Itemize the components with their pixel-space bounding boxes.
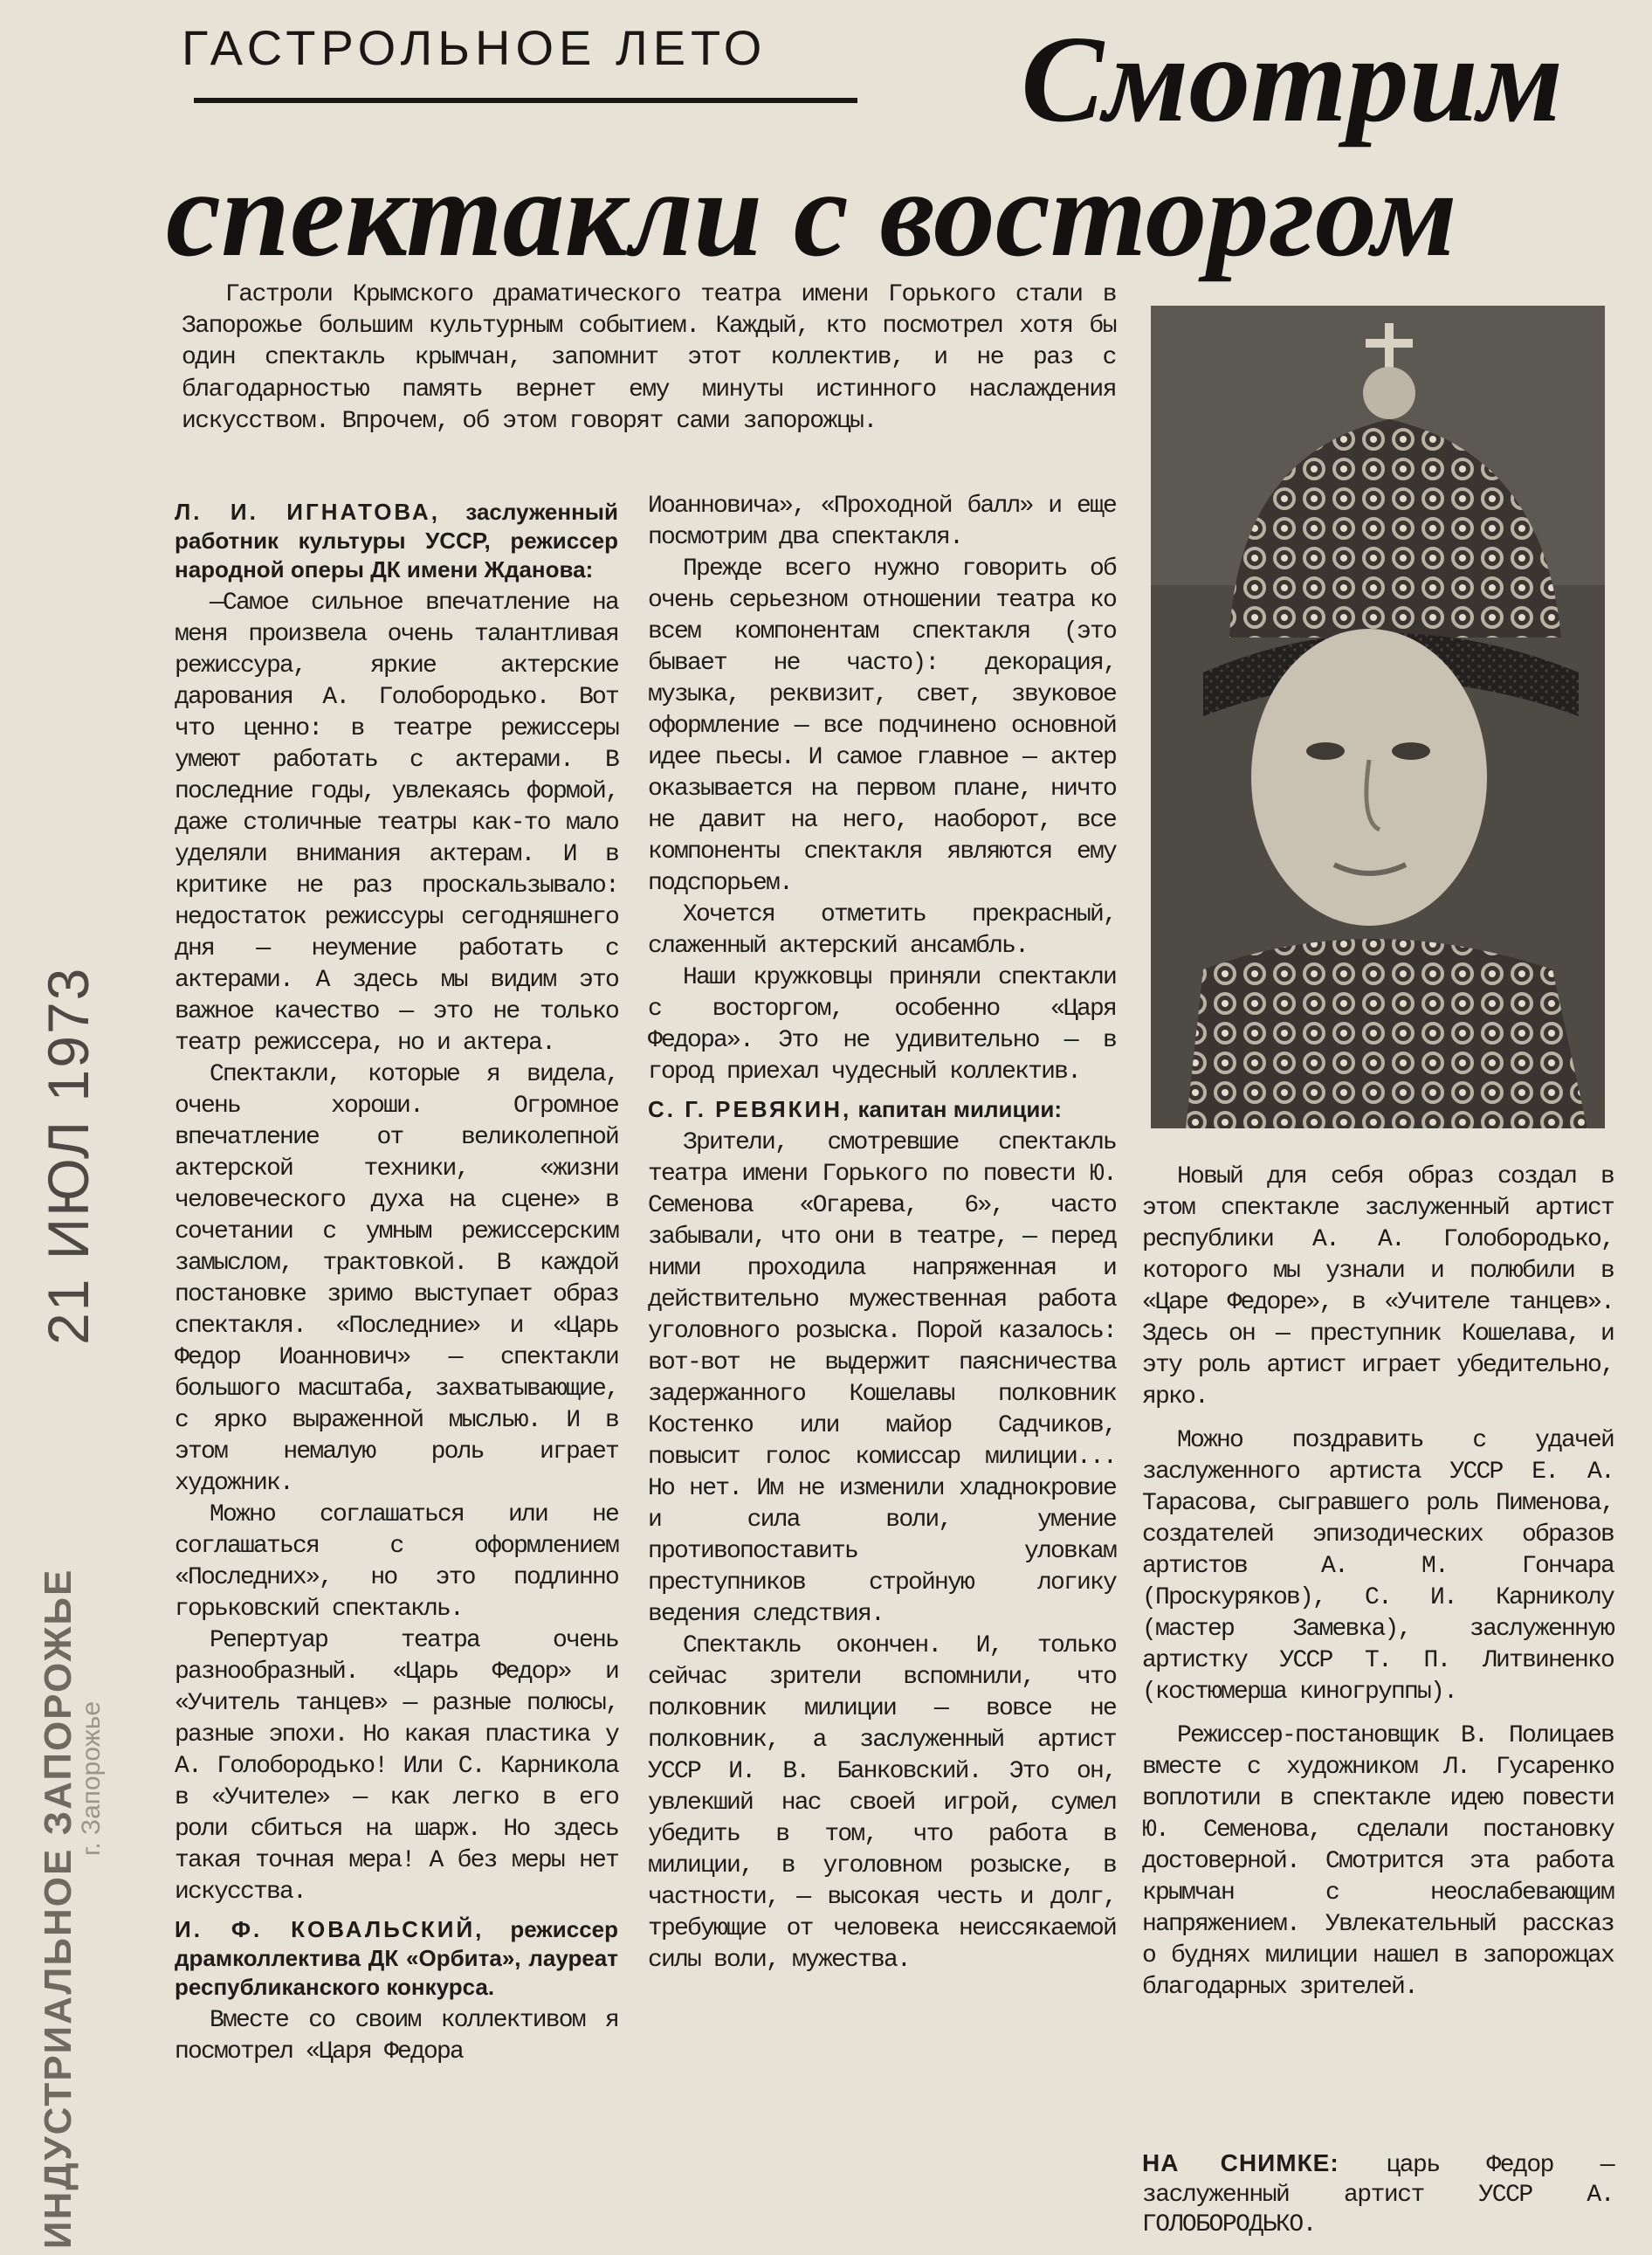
col2-paragraph: Хочется отметить прекрасный, слаженный актерский ансамбль.: [648, 901, 1116, 960]
portrait-illustration: [1151, 306, 1605, 1128]
speaker-3: [648, 1095, 1116, 1124]
speaker-1: [175, 498, 618, 584]
newspaper-stamp-title: ИНДУСТРИАЛЬНОЕ ЗАПОРОЖЬЕ: [37, 1568, 79, 2249]
speaker-2: [175, 1915, 618, 2002]
photo-caption-text: царь Федор — заслуженный артист УССР А. ГОЛОБОРОДЬКО.: [1142, 2152, 1614, 2238]
col1-paragraph: —Самое сильное впечатление на меня произвела очень талантливая режиссура, яркие актерские дарования А. Голобородько. Вот что ценно: в театре режиссеры умеют работать с актерами. В последние годы, увлекаясь формой, даже столичные театры как-то мало уделяли внимания актерам. И в критике не раз проскальзывало: недостаток режиссуры сегодняшнего дня — неумение работать с актерами. А здесь мы видим это важное качество — это не только театр режиссера, но и актера.: [175, 590, 618, 1057]
portrait-photo: [1151, 306, 1605, 1128]
lead-paragraph: Гастроли Крымского драматического театра имени Горького стали в Запорожье большим культурным событием. Каждый, кто посмотрел хотя бы один спектакль крымчан, запомнит этот коллектив, и не раз с благодарностью память вернет ему минуты истинного наслаждения искусством. Впрочем, об этом говорят сами запорожцы.: [182, 281, 1116, 435]
column-2: [648, 491, 1116, 1976]
col2-paragraph: Зрители, смотревшие спектакль театра имени Горького по повести Ю. Семенова «Огарева, 6», часто забывали, что они в театре, — перед ними проходила напряженная и действительно мужественная работа уголовного розыска. Порой казалось: вот-вот не выдержит паясничества задержанного Кошелавы полковник Костенко или майор Садчиков, повысит голос комиссар милиции... Но нет. Им не изменили хладнокровие и сила воли, умение противопоставить уловкам преступников стройную логику ведения следствия.: [648, 1129, 1116, 1628]
speaker-1-title: заслуженный работник культуры УССР, режиссер народной оперы ДК имени Жданова:: [175, 499, 618, 583]
col1-paragraph: Можно соглашаться или не соглашаться с оформлением «Последних», но это подлинно горьковский спектакль.: [175, 1501, 618, 1623]
headline-line-1: Смотрим: [1021, 10, 1563, 148]
photo-caption-label: НА СНИМКЕ:: [1142, 2149, 1339, 2176]
speaker-3-name: С. Г. РЕВЯКИН,: [648, 1096, 852, 1122]
headline-line-2: спектакли с восторгом: [166, 144, 1457, 282]
col2-paragraph: Спектакль окончен. И, только сейчас зрители вспомнили, что полковник милиции — вовсе не полковник, а заслуженный артист УССР И. В. Банковский. Это он, увлекший нас своей игрой, сумел убедить в том, что работа в милиции, в уголовном розыске, в частности, — высокая честь и долг, требующие от человека неиссякаемой силы воли, мужества.: [648, 1632, 1116, 1974]
col1-paragraph: Репертуар театра очень разнообразный. «Царь Федор» и «Учитель танцев» — разные полюсы, разные эпохи. Но какая пластика у А. Голобородько! Или С. Карникола в «Учителе» — как легко в его роли сбиться на шарж. Но здесь такая точная мера! А без меры нет искусства.: [175, 1627, 618, 1906]
col2-paragraph: Наши кружковцы приняли спектакли с восторгом, особенно «Царя Федора». Это не удивительно — в город приехал чудесный коллектив.: [648, 964, 1116, 1086]
speaker-2-name: И. Ф. КОВАЛЬСКИЙ,: [175, 1916, 485, 1942]
col2-paragraph: Прежде всего нужно говорить об очень серьезном отношении театра ко всем компонентам спектакля (это бывает не часто): декорация, музыка, реквизит, свет, звуковое оформление — все подчинено основной идее пьесы. И самое главное — актер оказывается на первом плане, ничто не давит на него, наоборот, все компоненты спектакля являются ему подспорьем.: [648, 555, 1116, 897]
speaker-3-title: капитан милиции:: [857, 1096, 1063, 1122]
col3-paragraph: Можно поздравить с удачей заслуженного артиста УССР Е. А. Тарасова, сыгравшего роль Пименова, создателей эпизодических образов артистов А. М. Гончара (Проскуряков), С. И. Карниколу (мастер Замевка), заслуженную артистку УССР Т. П. Литвиненко (костюмерша киногруппы).: [1142, 1427, 1614, 1706]
col1-paragraph: Вместе со своим коллективом я посмотрел «Царя Федора: [175, 2007, 618, 2065]
speaker-1-name: Л. И. ИГНАТОВА,: [175, 499, 440, 525]
col1-paragraph: Спектакли, которые я видела, очень хороши. Огромное впечатление от великолепной актерской техники, «жизни человеческого духа на сцене» в сочетании с умным режиссерским замыслом, трактовкой. В каждой постановке зримо выступает образ спектакля. «Последние» и «Царь Федор Иоаннович» — спектакли большого масштаба, захватывающие, с ярко выраженной мыслью. И в этом немалую роль играет художник.: [175, 1061, 618, 1497]
col3-paragraph: Новый для себя образ создал в этом спектакле заслуженный артист республики А. А. Голобородько, которого мы узнали и полюбили в «Царе Федоре», в «Учителе танцев». Здесь он — преступник Кошелава, и эту роль артист играет убедительно, ярко.: [1142, 1163, 1614, 1410]
photo-caption: [1142, 2148, 1614, 2240]
date-stamp: 21 ИЮЛ 1973: [36, 966, 100, 1345]
newspaper-stamp-city: г. Запорожье: [77, 1700, 106, 1856]
col3-paragraph: Режиссер-постановщик В. Полицаев вместе с художником Л. Гусаренко воплотили в спектакле идею повести Ю. Семенова, сделали постановку достоверной. Смотрится эта работа крымчан с неослабевающим напряжением. Увлекательный рассказ о буднях милиции нашел в запорожцах благодарных зрителей.: [1142, 1722, 1614, 2001]
rubric-label: ГАСТРОЛЬНОЕ ЛЕТО: [182, 20, 767, 75]
speaker-2-title: режиссер драмколлектива ДК «Орбита», лауреат республиканского конкурса.: [175, 1916, 618, 2000]
column-3: [1142, 1162, 1614, 2016]
column-1: [175, 491, 618, 2068]
col2-paragraph: Иоанновича», «Проходной балл» и еще посмотрим два спектакля.: [648, 493, 1116, 551]
headline: [166, 0, 1615, 288]
